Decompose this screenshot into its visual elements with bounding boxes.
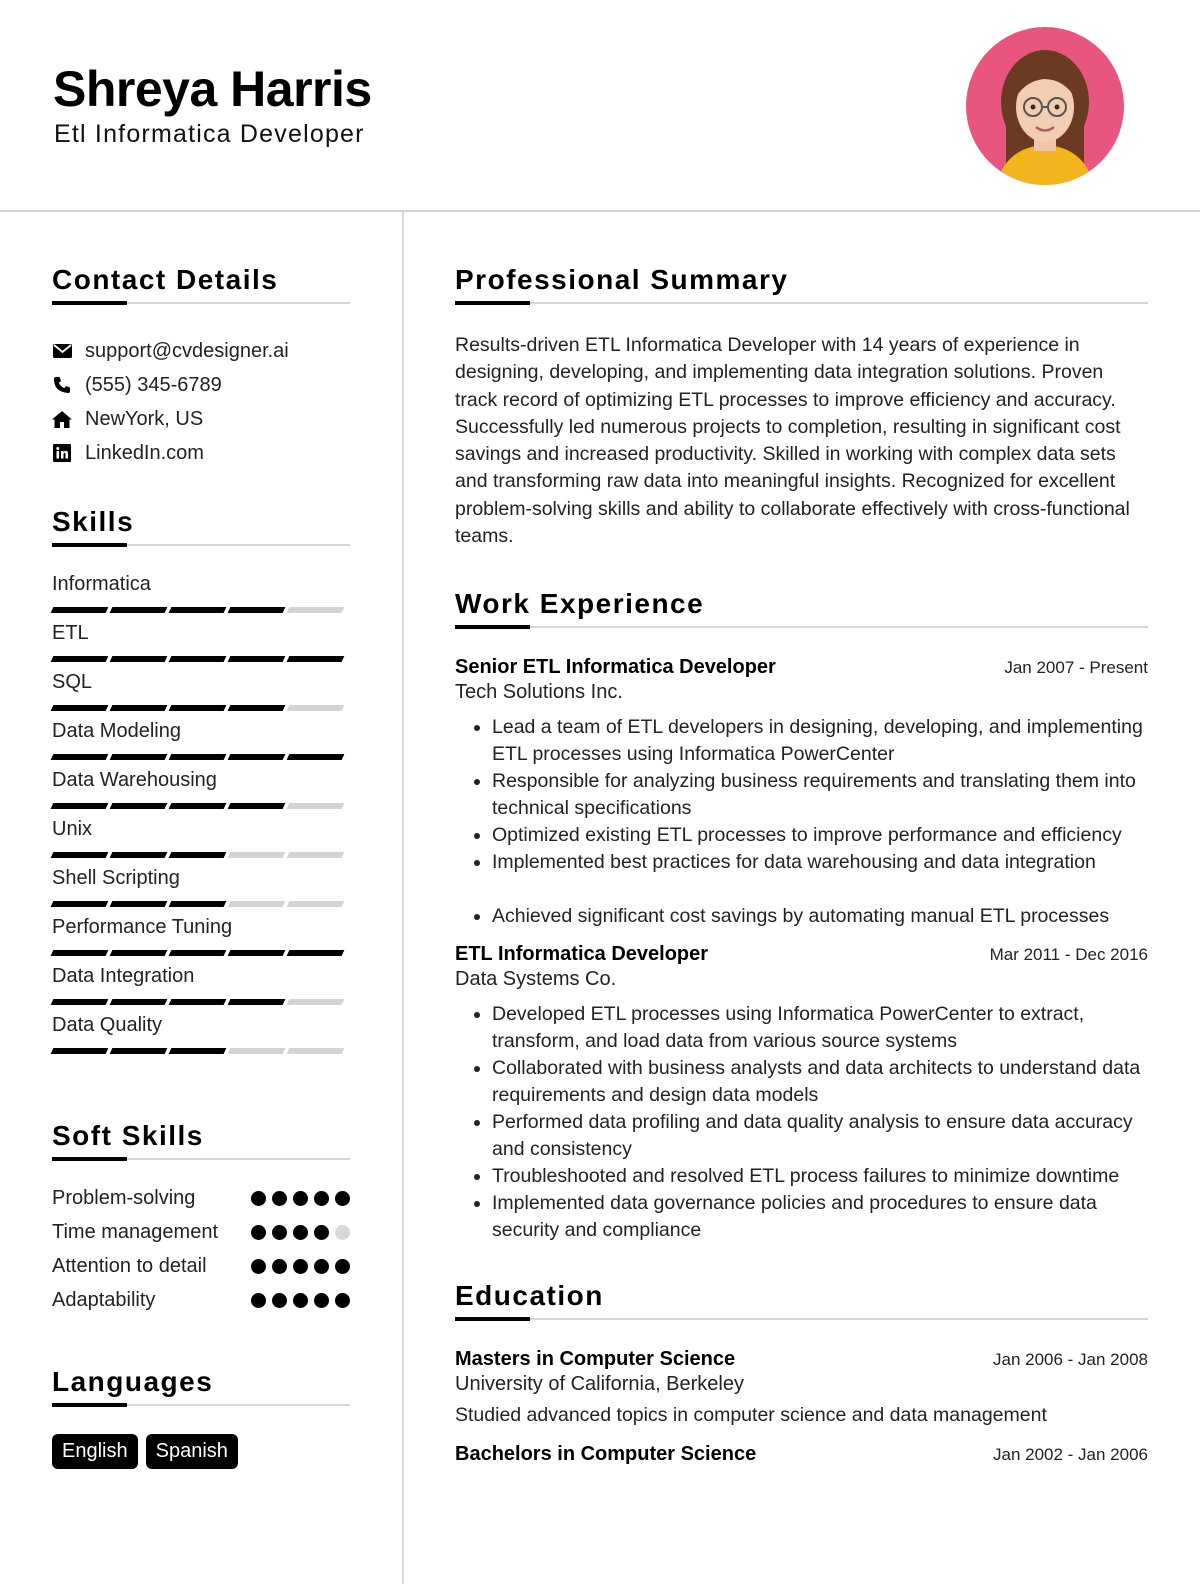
skill-level-segment: [287, 705, 345, 711]
skill-level-segment: [51, 803, 109, 809]
skill-name: Data Integration: [52, 965, 195, 987]
skill-name: Performance Tuning: [52, 916, 233, 938]
column-divider: [402, 212, 404, 1584]
rating-dot: [335, 1225, 350, 1240]
skill-name: ETL: [52, 622, 89, 644]
skill-level-segment: [51, 607, 109, 613]
rating-dot: [335, 1293, 350, 1308]
soft-skill-item: [52, 1252, 350, 1280]
rating-dot: [272, 1191, 287, 1206]
rating-dot: [314, 1225, 329, 1240]
edu-dates: Jan 2002 - Jan 2006: [992, 1445, 1148, 1465]
skill-item: [52, 1011, 350, 1060]
list-item: • Responsible for analyzing business requirements and translating them into technical specifications: [492, 768, 1148, 822]
language-tag: English: [52, 1434, 138, 1469]
rating-dot: [335, 1259, 350, 1274]
soft-skill-name: Problem-solving: [52, 1187, 196, 1209]
skill-level-segment: [287, 656, 345, 662]
skill-level-segment: [228, 705, 286, 711]
section-rule: [455, 626, 1148, 628]
skill-item: [52, 717, 350, 766]
skill-level-segment: [287, 901, 345, 907]
skill-item: [52, 668, 350, 717]
skill-item: [52, 913, 350, 962]
section-title: Languages: [52, 1366, 214, 1397]
skill-level-segment: [228, 999, 286, 1005]
skill-item: [52, 570, 350, 619]
rating-dot: [314, 1293, 329, 1308]
skill-level-segment: [169, 950, 227, 956]
soft-skill-name: Adaptability: [52, 1289, 156, 1311]
skill-item: [52, 864, 350, 913]
right-column: [455, 212, 1148, 1466]
skill-level-segment: [169, 852, 227, 858]
skill-level-segment: [169, 901, 227, 907]
avatar: [966, 27, 1124, 185]
skill-level-bar: [52, 990, 350, 1011]
skill-name: Informatica: [52, 573, 151, 595]
skill-item: [52, 619, 350, 668]
rating-dot: [251, 1191, 266, 1206]
soft-skill-name: Attention to detail: [52, 1255, 207, 1277]
rating-dot: [314, 1259, 329, 1274]
soft-skill-item: [52, 1286, 350, 1314]
section-title: Work Experience: [455, 588, 705, 620]
candidate-name: Shreya Harris: [53, 61, 372, 117]
skill-level-segment: [169, 656, 227, 662]
section-rule: [455, 1318, 1148, 1320]
skills-list: [52, 570, 350, 1060]
section-title: Education: [455, 1280, 604, 1312]
soft-skill-name: Time management: [52, 1221, 218, 1243]
skill-item: [52, 815, 350, 864]
skill-level-segment: [51, 1048, 109, 1054]
soft-skill-rating: [251, 1218, 350, 1240]
skill-level-segment: [287, 852, 345, 858]
skills-section: [52, 506, 350, 1060]
skill-level-segment: [228, 1048, 286, 1054]
rating-dot: [314, 1191, 329, 1206]
job-entry: [455, 943, 1148, 1244]
skill-level-segment: [169, 1048, 227, 1054]
section-rule: [52, 544, 350, 546]
skill-level-segment: [287, 803, 345, 809]
job-entry: [455, 656, 1148, 930]
edu-school: University of California, Berkeley: [455, 1373, 744, 1396]
rating-dot: [251, 1259, 266, 1274]
list-item: • Implemented best practices for data warehousing and data integration: [492, 849, 1148, 876]
skill-name: Data Warehousing: [52, 769, 217, 791]
skill-level-bar: [52, 745, 350, 766]
languages-section: [52, 1366, 350, 1469]
envelope-icon: [52, 341, 72, 361]
section-rule: [52, 1404, 350, 1406]
skill-level-segment: [51, 852, 109, 858]
skill-name: Unix: [52, 818, 93, 840]
section-title: Skills: [52, 506, 135, 537]
skill-level-bar: [52, 794, 350, 815]
education-section: [455, 1280, 1148, 1466]
skill-level-segment: [228, 852, 286, 858]
contact-linkedin-text: LinkedIn.com: [85, 441, 204, 464]
skill-level-segment: [169, 803, 227, 809]
skill-level-segment: [110, 852, 168, 858]
contact-phone-text: (555) 345-6789: [85, 373, 222, 396]
skill-level-segment: [287, 999, 345, 1005]
resume-header: [0, 0, 1200, 212]
job-company: Data Systems Co.: [455, 968, 617, 991]
section-title: Professional Summary: [455, 264, 789, 295]
rating-dot: [293, 1225, 308, 1240]
skill-name: Data Modeling: [52, 720, 181, 742]
soft-skills-list: [52, 1184, 350, 1314]
skill-level-segment: [228, 950, 286, 956]
linkedin-icon: [52, 443, 72, 463]
job-dates: Jan 2007 - Present: [1004, 658, 1148, 678]
soft-skill-item: [52, 1218, 350, 1246]
rating-dot: [272, 1225, 287, 1240]
summary-text: Results-driven ETL Informatica Developer with 14 years of experience in designing, developing, and implementing data integration solutions. Proven track record of optimizing ETL processes to improve efficiency and accuracy. Successfully led numerous projects to completion, resulting in significant cost savings and increased productivity. Skilled in working with complex data sets and transforming raw data into meaningful insights. Recognized for excellent problem-solving skills and ability to collaborate effectively with cross-functional teams.: [455, 334, 1130, 548]
rating-dot: [293, 1293, 308, 1308]
skill-level-segment: [287, 950, 345, 956]
edu-degree: Bachelors in Computer Science: [455, 1443, 757, 1466]
soft-skills-section: [52, 1120, 350, 1314]
skill-level-bar: [52, 1039, 350, 1060]
skill-level-segment: [228, 656, 286, 662]
job-role: Senior ETL Informatica Developer: [455, 656, 776, 679]
work-section: [455, 588, 1148, 1244]
rating-dot: [272, 1293, 287, 1308]
skill-name: SQL: [52, 671, 93, 693]
skill-level-segment: [110, 705, 168, 711]
skill-level-segment: [110, 656, 168, 662]
list-item: • Troubleshooted and resolved ETL process failures to minimize downtime: [492, 1163, 1148, 1190]
list-item: • Implemented data governance policies and procedures to ensure data security and compliance: [492, 1190, 1148, 1244]
job-bullets: [455, 1001, 1148, 1244]
rating-dot: [251, 1225, 266, 1240]
skill-level-segment: [110, 1048, 168, 1054]
contact-location-text: NewYork, US: [85, 407, 204, 430]
skill-level-segment: [51, 754, 109, 760]
skill-level-segment: [228, 754, 286, 760]
list-item: • Optimized existing ETL processes to improve performance and efficiency: [492, 822, 1148, 849]
soft-skill-item: [52, 1184, 350, 1212]
skill-level-segment: [169, 607, 227, 613]
skill-level-segment: [228, 901, 286, 907]
section-rule: [52, 302, 350, 304]
section-rule: [52, 1158, 350, 1160]
soft-skill-rating: [251, 1184, 350, 1206]
job-bullets: [455, 714, 1148, 930]
rating-dot: [272, 1259, 287, 1274]
skill-level-segment: [169, 754, 227, 760]
skill-level-segment: [110, 607, 168, 613]
skill-level-bar: [52, 843, 350, 864]
list-item: • Collaborated with business analysts and data architects to understand data requirements and design data models: [492, 1055, 1148, 1109]
section-rule: [455, 302, 1148, 304]
rating-dot: [335, 1191, 350, 1206]
skill-level-segment: [110, 901, 168, 907]
skill-level-bar: [52, 696, 350, 717]
job-dates: Mar 2011 - Dec 2016: [989, 945, 1148, 965]
list-item: • Achieved significant cost savings by automating manual ETL processes: [492, 903, 1148, 930]
skill-level-bar: [52, 647, 350, 668]
skill-level-segment: [51, 901, 109, 907]
skill-level-segment: [51, 656, 109, 662]
edu-dates: Jan 2006 - Jan 2008: [992, 1350, 1148, 1370]
skill-level-segment: [287, 754, 345, 760]
skill-level-bar: [52, 598, 350, 619]
list-item: • Developed ETL processes using Informatica PowerCenter to extract, transform, and load data from various source systems: [492, 1001, 1148, 1055]
skill-level-segment: [169, 705, 227, 711]
contact-location: [52, 402, 350, 436]
skill-level-bar: [52, 941, 350, 962]
home-icon: [52, 409, 72, 429]
skill-name: Shell Scripting: [52, 867, 180, 889]
job-company: Tech Solutions Inc.: [455, 681, 623, 704]
skill-level-segment: [287, 607, 345, 613]
contact-linkedin[interactable]: [52, 436, 350, 470]
contact-email[interactable]: [52, 334, 350, 368]
edu-degree: Masters in Computer Science: [455, 1348, 736, 1371]
skill-level-segment: [110, 754, 168, 760]
section-title: Soft Skills: [52, 1120, 204, 1151]
skill-level-segment: [110, 950, 168, 956]
skill-level-segment: [169, 999, 227, 1005]
skill-item: [52, 766, 350, 815]
rating-dot: [293, 1259, 308, 1274]
section-title: Contact Details: [52, 264, 279, 295]
skill-level-bar: [52, 892, 350, 913]
skill-name: Data Quality: [52, 1014, 163, 1036]
skill-level-segment: [110, 999, 168, 1005]
skill-level-segment: [51, 950, 109, 956]
left-column: [52, 212, 350, 1469]
skill-item: [52, 962, 350, 1011]
skill-level-segment: [228, 607, 286, 613]
profile-photo: [966, 27, 1124, 185]
language-tag: Spanish: [146, 1434, 238, 1469]
skill-level-segment: [287, 1048, 345, 1054]
list-item: • Lead a team of ETL developers in designing, developing, and implementing ETL processes using Informatica PowerCenter: [492, 714, 1148, 768]
rating-dot: [293, 1191, 308, 1206]
skill-level-segment: [51, 705, 109, 711]
education-entry: [455, 1443, 1148, 1466]
contact-section: [52, 264, 350, 470]
summary-section: [455, 264, 1148, 550]
soft-skill-rating: [251, 1252, 350, 1274]
phone-icon: [52, 375, 72, 395]
candidate-title: Etl Informatica Developer: [54, 120, 365, 148]
job-role: ETL Informatica Developer: [455, 943, 709, 966]
soft-skill-rating: [251, 1286, 350, 1308]
skill-level-segment: [228, 803, 286, 809]
list-item: • Performed data profiling and data quality analysis to ensure data accuracy and consistency: [492, 1109, 1148, 1163]
education-entry: [455, 1348, 1148, 1427]
skill-level-segment: [51, 999, 109, 1005]
contact-email-text: support@cvdesigner.ai: [85, 339, 289, 362]
edu-description: Studied advanced topics in computer science and data management: [455, 1404, 1047, 1427]
skill-level-segment: [110, 803, 168, 809]
rating-dot: [251, 1293, 266, 1308]
contact-phone[interactable]: [52, 368, 350, 402]
